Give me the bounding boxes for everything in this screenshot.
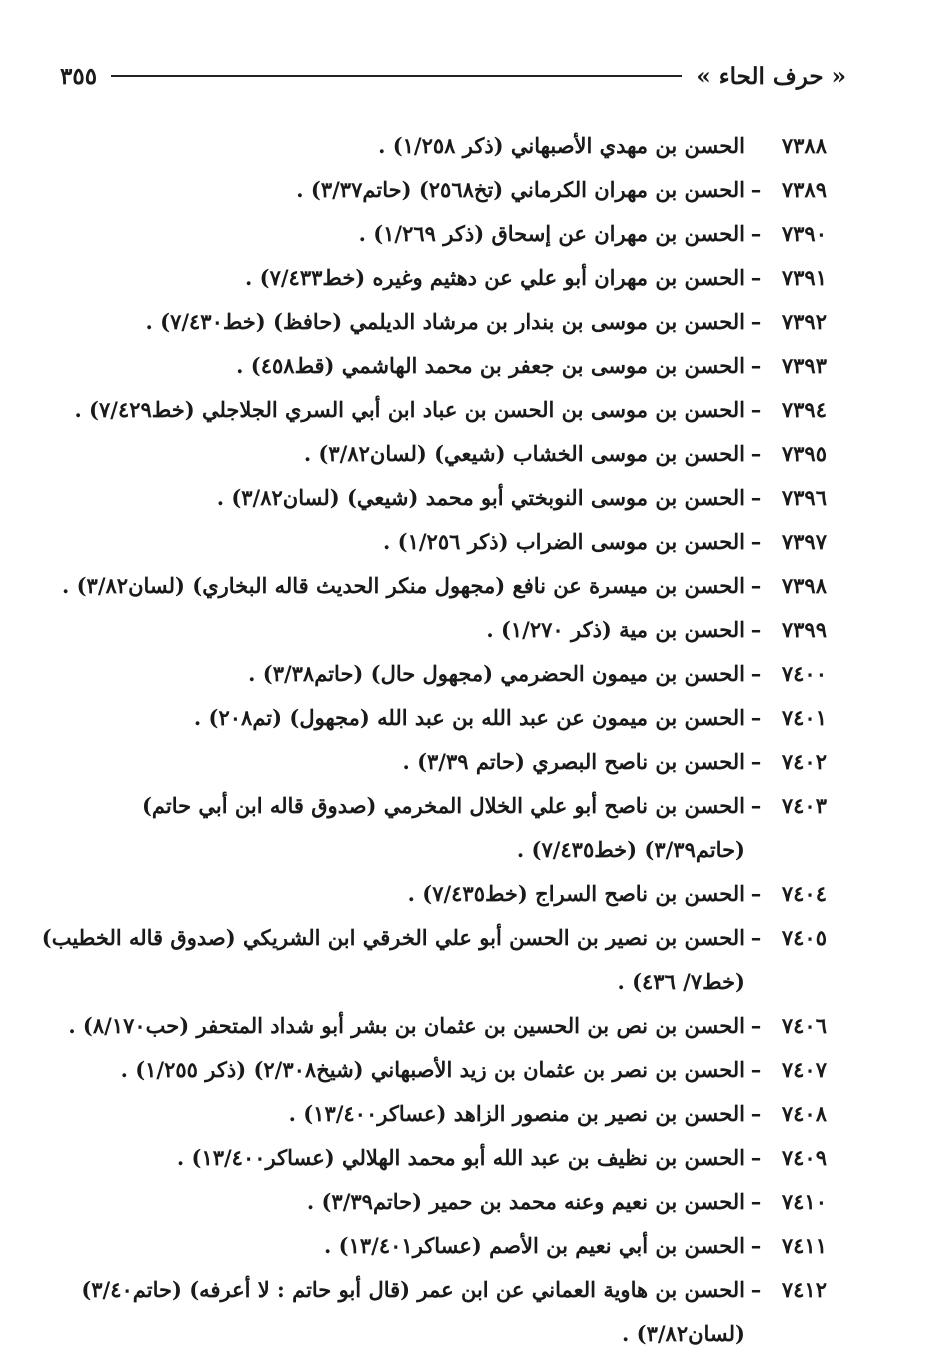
entry-dash: –	[750, 1233, 762, 1258]
list-item	[40, 916, 827, 1004]
list-item	[40, 1092, 827, 1136]
list-item	[40, 256, 827, 300]
entry-text: الحسن بن ناصح أبو علي الخلال المخرمي (صدوق قاله ابن أبي حاتم) (حاتم٣/٣٩) (خط٧/٤٣٥) .	[141, 793, 745, 862]
entry-dash: –	[750, 925, 762, 950]
entry-dash: –	[750, 309, 762, 334]
entry-text: الحسن بن مهران الكرماني (تخ٢٥٦٨) (حاتم٣/٣٧) .	[296, 177, 745, 202]
entry-number: ٧٤٠٩	[781, 1145, 827, 1170]
entry-number: ٧٤٠٦	[781, 1013, 827, 1038]
entry-number: ٧٣٨٨	[781, 133, 827, 158]
entry-number: ٧٣٩٨	[781, 573, 827, 598]
entry-text: الحسن بن موسى الضراب (ذكر ١/٢٥٦) .	[383, 529, 745, 554]
entry-text: الحسن بن مهران عن إسحاق (ذكر ١/٢٦٩) .	[358, 221, 745, 246]
entry-dash: –	[750, 265, 762, 290]
entry-text: الحسن بن موسى الخشاب (شيعي) (لسان٣/٨٢) .	[303, 441, 745, 466]
entry-dash: –	[750, 749, 762, 774]
list-item	[40, 652, 827, 696]
entry-dash: –	[750, 485, 762, 510]
list-item	[40, 212, 827, 256]
list-item	[40, 1136, 827, 1180]
list-item	[40, 1048, 827, 1092]
list-item	[40, 124, 827, 168]
list-item	[40, 1224, 827, 1268]
entry-text: الحسن بن مهران أبو علي عن دهثيم وغيره (خط٧/٤٣٣) .	[245, 265, 745, 290]
entry-text: الحسن بن ناصح البصري (حاتم ٣/٣٩) .	[402, 749, 745, 774]
entry-dash: –	[750, 1101, 762, 1126]
list-item	[40, 432, 827, 476]
list-item	[40, 300, 827, 344]
entry-dash: –	[750, 397, 762, 422]
entry-text: الحسن بن مية (ذكر ١/٢٧٠) .	[486, 617, 745, 642]
entry-dash: –	[750, 661, 762, 686]
entry-dash: –	[750, 1013, 762, 1038]
list-item	[40, 1004, 827, 1048]
entry-dash: –	[750, 221, 762, 246]
entry-number: ٧٤٠٨	[781, 1101, 827, 1126]
entry-text: الحسن بن نظيف بن عبد الله أبو محمد الهلالي (عساكر١٣/٤٠٠) .	[176, 1145, 745, 1170]
list-item	[40, 1180, 827, 1224]
entry-text: الحسن بن موسى النوبختي أبو محمد (شيعي) (لسان٣/٨٢) .	[216, 485, 745, 510]
entry-text: الحسن بن أبي نعيم بن الأصم (عساكر١٣/٤٠١) .	[324, 1233, 745, 1258]
entry-text: الحسن بن نعيم وعنه محمد بن حمير (حاتم٣/٣٩) .	[306, 1189, 745, 1214]
entry-text: الحسن بن هاوية العماني عن ابن عمر (قال أبو حاتم : لا أعرفه) (حاتم٣/٤٠) (لسان٣/٨٢) .	[81, 1277, 745, 1346]
list-item	[40, 168, 827, 212]
entry-text: الحسن بن ميمون الحضرمي (مجهول حال) (حاتم٣/٣٨) .	[248, 661, 745, 686]
entry-list	[40, 124, 827, 1356]
entry-dash: –	[750, 1057, 762, 1082]
entry-number: ٧٣٩١	[781, 265, 827, 290]
entry-number: ٧٣٩٩	[781, 617, 827, 642]
entry-number: ٧٤٠٤	[781, 881, 827, 906]
list-item	[40, 388, 827, 432]
entry-number: ٧٤٠٢	[781, 749, 827, 774]
entry-number: ٧٤١١	[781, 1233, 827, 1258]
entry-number: ٧٣٩٠	[781, 221, 827, 246]
entry-text: الحسن بن ميسرة عن نافع (مجهول منكر الحديث قاله البخاري) (لسان٣/٨٢) .	[61, 573, 745, 598]
entry-dash: –	[750, 1145, 762, 1170]
entry-dash: –	[750, 177, 762, 202]
entry-number: ٧٣٩٤	[781, 397, 827, 422]
entry-number: ٧٤١٢	[781, 1277, 827, 1302]
entry-dash: –	[750, 881, 762, 906]
page-header	[60, 56, 846, 96]
entry-dash: –	[750, 793, 762, 818]
entry-number: ٧٣٩٧	[781, 529, 827, 554]
entry-text: الحسن بن نصر بن عثمان بن زيد الأصبهاني (شيخ٢/٣٠٨) (ذكر ١/٢٥٥) .	[120, 1057, 745, 1082]
entry-dash: –	[750, 353, 762, 378]
entry-dash: –	[750, 441, 762, 466]
entry-number: ٧٣٩٢	[781, 309, 827, 334]
list-item	[40, 344, 827, 388]
entry-number: ٧٤٠٠	[781, 661, 827, 686]
entry-dash: –	[750, 573, 762, 598]
entry-number: ٧٣٩٥	[781, 441, 827, 466]
entry-dash: –	[750, 1277, 762, 1302]
entry-number: ٧٤٠٥	[781, 925, 827, 950]
entry-text: الحسن بن ميمون عن عبد الله بن عبد الله (مجهول) (تم٢٠٨) .	[193, 705, 745, 730]
list-item	[40, 696, 827, 740]
entry-text: الحسن بن نص بن الحسين بن عثمان بن بشر أبو شداد المتحفر (حب٨/١٧٠) .	[68, 1013, 745, 1038]
chapter-title: « حرف الحاء »	[696, 62, 846, 90]
entry-text: الحسن بن مهدي الأصبهاني (ذكر ١/٢٥٨) .	[378, 133, 745, 158]
entry-number: ٧٤٠١	[781, 705, 827, 730]
entry-number: ٧٣٩٣	[781, 353, 827, 378]
entry-text: الحسن بن ناصح السراج (خط٧/٤٣٥) .	[407, 881, 745, 906]
entry-text: الحسن بن نصير بن الحسن أبو علي الخرقي ابن الشريكي (صدوق قاله الخطيب) (خط٧/ ٤٣٦) .	[41, 925, 745, 994]
entry-text: الحسن بن موسى بن جعفر بن محمد الهاشمي (قط٤٥٨) .	[236, 353, 745, 378]
entry-text: الحسن بن موسى بن الحسن بن عباد ابن أبي السري الجلاجلي (خط٧/٤٢٩) .	[74, 397, 745, 422]
entry-number: ٧٣٨٩	[781, 177, 827, 202]
entry-number: ٧٤٠٣	[781, 793, 827, 818]
entry-dash: –	[750, 1189, 762, 1214]
entry-number: ٧٣٩٦	[781, 485, 827, 510]
header-rule	[111, 75, 682, 77]
entry-number: ٧٤٠٧	[781, 1057, 827, 1082]
entry-dash: –	[750, 529, 762, 554]
list-item	[40, 872, 827, 916]
entry-dash: –	[750, 705, 762, 730]
list-item	[40, 1268, 827, 1356]
list-item	[40, 520, 827, 564]
entry-number: ٧٤١٠	[781, 1189, 827, 1214]
list-item	[40, 740, 827, 784]
page-number: ٣٥٥	[60, 62, 98, 90]
list-item	[40, 564, 827, 608]
list-item	[40, 608, 827, 652]
entry-text: الحسن بن نصير بن منصور الزاهد (عساكر١٣/٤٠٠) .	[288, 1101, 745, 1126]
list-item	[40, 784, 827, 872]
entry-dash: –	[750, 617, 762, 642]
entry-text: الحسن بن موسى بن بندار بن مرشاد الديلمي (حافظ) (خط٧/٤٣٠) .	[145, 309, 745, 334]
list-item	[40, 476, 827, 520]
